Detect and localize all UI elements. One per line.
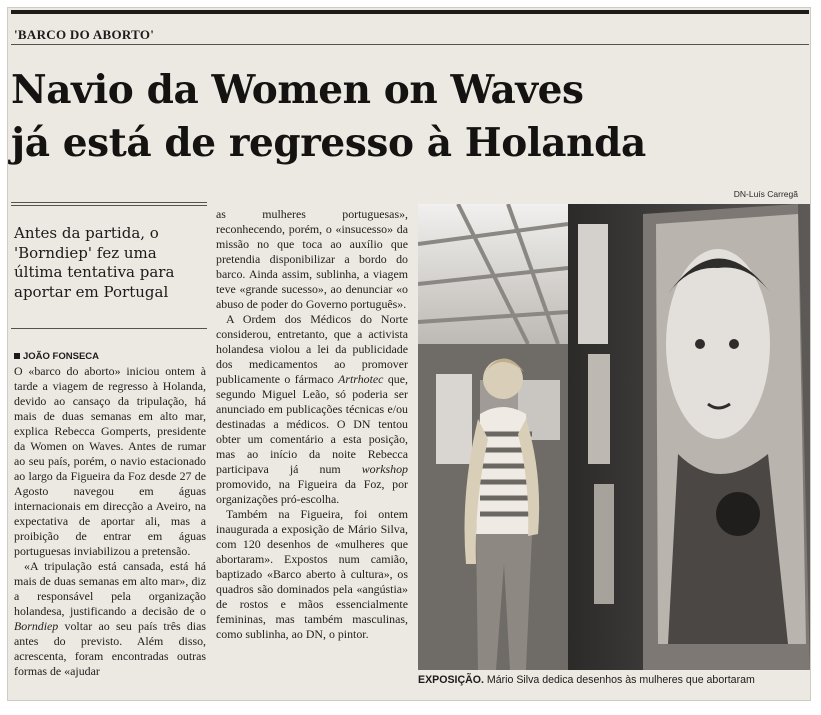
section-label: 'BARCO DO ABORTO'	[14, 27, 155, 42]
article-photo	[418, 204, 810, 670]
body-paragraph: O «barco do aborto» iniciou ontem à tarde a viagem de regresso à Holanda, devido ao cansaço da tripulação, há mais de duas semanas em alto mar, explica Rebecca Gomperts, presidente da Women on Waves. Antes de rumar ao seu país, porém, o navio estacionado ao largo da Figueira da Foz desde 27 de Agosto navegou em águas internacionais em direcção a Aveiro, na expectativa de aportar ali, mas a proibição de entrar em águas portuguesas inviabilizou a pretensão.	[14, 364, 206, 558]
body-paragraph: Também na Figueira, foi ontem inaugurada a exposição de Mário Silva, com 120 desenhos de «mulheres que abortaram». Expostos num camião, baptizado «Barco aberto à cultura», os quadros são dominados pela «angústia» de rostos e mãos essencialmente femininas, mas também masculinas, como sublinha, ao DN, o pintor.	[216, 507, 408, 641]
headline-line-1: Navio da Women on Waves	[11, 67, 584, 113]
drug-name: Artrhotec	[338, 372, 384, 386]
lead-paragraph: Antes da partida, o 'Borndiep' fez uma última tentativa para aportar em Portugal	[14, 224, 175, 301]
body-paragraph: as mulheres portuguesas», reconhecendo, porém, o «insucesso» da missão no que toca ao auxílio que pretendia disponibilizar a bordo do barco. Ainda assim, sublinha, a viagem teve «grande sucesso», ao denunciar «o abuso de poder do Governo português».	[216, 207, 408, 311]
headline	[11, 64, 801, 170]
body-text: voltar ao seu país três dias antes do previsto. Além disso, acrescenta, foram encontradas outras formas de «ajudar	[14, 619, 206, 678]
headline-line-2: já está de regresso à Holanda	[11, 120, 646, 166]
lead-top-rule	[11, 202, 207, 203]
byline-author: JOÃO FONSECA	[23, 351, 100, 362]
body-text: «A tripulação está cansada, está há mais de duas semanas em alto mar», diz a responsável pela organização holandesa, justificando a decisão de o	[14, 559, 206, 618]
caption-label: EXPOSIÇÃO.	[418, 674, 484, 686]
caption-text: Mário Silva dedica desenhos às mulheres que abortaram	[486, 674, 755, 686]
section-rule	[11, 44, 809, 45]
body-text: promovido, na Figueira da Foz, por organizações pró-escolha.	[216, 477, 408, 506]
photo-credit: DN-Luís Carregã	[733, 189, 798, 199]
body-paragraph	[14, 559, 206, 679]
ship-name: Borndiep	[14, 619, 59, 633]
body-text: A Ordem dos Médicos do Norte considerou, entretanto, que a activista holandesa violou a lei da publicidade dos medicamentos ao promover publicamente o fármaco	[216, 312, 408, 386]
text-column-2	[216, 207, 408, 697]
body-paragraph	[216, 312, 408, 507]
lead-top-rule-2	[11, 205, 207, 206]
text-column-1	[14, 364, 206, 694]
body-text: que, segundo Miguel Leão, só poderia ser anunciado em publicações técnicas e/ou destinadas a médicos. O DN tentou obter um comentário a esta posição, mas ao início da noite Rebecca participava já num	[216, 372, 408, 476]
top-rule	[11, 10, 809, 14]
photo-exhibition-illustration	[418, 204, 810, 670]
byline	[14, 351, 99, 362]
workshop-term: workshop	[361, 462, 408, 476]
lead-bottom-rule	[11, 328, 207, 329]
photo-caption	[418, 674, 810, 686]
newspaper-clipping	[8, 8, 810, 700]
byline-bullet-icon	[14, 353, 20, 359]
